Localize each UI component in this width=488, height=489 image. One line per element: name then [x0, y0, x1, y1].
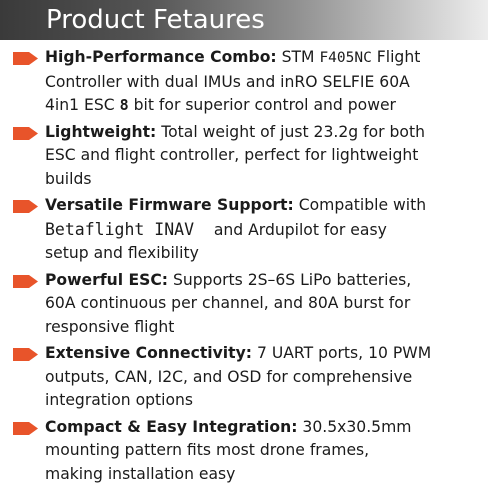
- feature-line: [45, 71, 480, 95]
- feature-line: [45, 242, 480, 266]
- feature-text: ESC and flight controller, perfect for lightweight: [45, 146, 419, 164]
- feature-item-lightweight: [0, 121, 488, 192]
- feature-item-connectivity: [0, 342, 488, 413]
- feature-line: [45, 389, 480, 413]
- feature-title: Powerful ESC:: [45, 270, 169, 289]
- orange-arrow-icon: [13, 51, 39, 66]
- feature-item-compact: [0, 416, 488, 487]
- feature-item-powerful-esc: [0, 269, 488, 340]
- feature-text: Total weight of just 23.2g for both: [156, 122, 425, 141]
- feature-title: Extensive Connectivity:: [45, 344, 252, 362]
- feature-line: [45, 194, 480, 218]
- feature-line: [45, 144, 480, 168]
- feature-text: integration options: [45, 391, 194, 409]
- feature-text: Flight: [371, 48, 421, 66]
- feature-code: 8: [119, 96, 129, 114]
- feature-title: High-Performance Combo:: [45, 48, 277, 66]
- feature-item-firmware: [0, 194, 488, 266]
- feature-line: [45, 316, 480, 340]
- feature-text: 7 UART ports, 10 PWM: [251, 344, 432, 362]
- feature-text: 30.5x30.5mm: [297, 417, 412, 436]
- feature-text: bit for superior control and power: [128, 96, 396, 114]
- feature-item-high-performance: [0, 46, 488, 118]
- feature-list: [0, 46, 488, 489]
- feature-text: outputs, CAN, I2C, and OSD for comprehensive: [45, 367, 413, 386]
- feature-text: responsive flight: [45, 317, 175, 336]
- orange-arrow-icon: [13, 421, 39, 436]
- feature-text: Controller with dual IMUs and inRO SELFIE 60A: [45, 72, 410, 91]
- feature-line: [45, 269, 480, 293]
- feature-text: setup and flexibility: [45, 244, 199, 262]
- feature-text: Compatible with: [293, 196, 427, 214]
- feature-text: 4in1 ESC: [45, 96, 120, 114]
- feature-text: Supports 2S–6S LiPo batteries,: [168, 270, 412, 289]
- feature-text: 60A continuous per channel, and 80A burst for: [45, 294, 411, 312]
- feature-text: builds: [45, 169, 92, 188]
- orange-arrow-icon: [13, 274, 39, 289]
- feature-line: [45, 366, 480, 390]
- feature-line: [45, 416, 480, 440]
- feature-line: [45, 439, 480, 463]
- header-banner: [0, 0, 488, 40]
- feature-line: [45, 168, 480, 192]
- feature-line: [45, 463, 480, 487]
- feature-title: Lightweight:: [45, 122, 157, 141]
- feature-code: F405NC: [319, 50, 372, 66]
- orange-arrow-icon: [13, 347, 39, 362]
- feature-line: [45, 292, 480, 316]
- feature-text: STM: [276, 48, 320, 66]
- feature-line: [45, 46, 480, 71]
- feature-line: [45, 94, 480, 118]
- orange-arrow-icon: [13, 126, 39, 141]
- feature-text: mounting pattern fits most drone frames,: [45, 441, 370, 459]
- feature-text: making installation easy: [45, 464, 236, 483]
- feature-title: Versatile Firmware Support:: [45, 196, 294, 214]
- feature-text: and Ardupilot for easy: [194, 220, 387, 239]
- page-title: Product Fetaures: [46, 5, 265, 35]
- feature-line: [45, 121, 480, 145]
- feature-line: [45, 342, 480, 366]
- feature-code: Betaflight INAV: [45, 219, 195, 239]
- feature-title: Compact & Easy Integration:: [45, 417, 298, 436]
- feature-line: [45, 218, 480, 243]
- orange-arrow-icon: [13, 199, 39, 214]
